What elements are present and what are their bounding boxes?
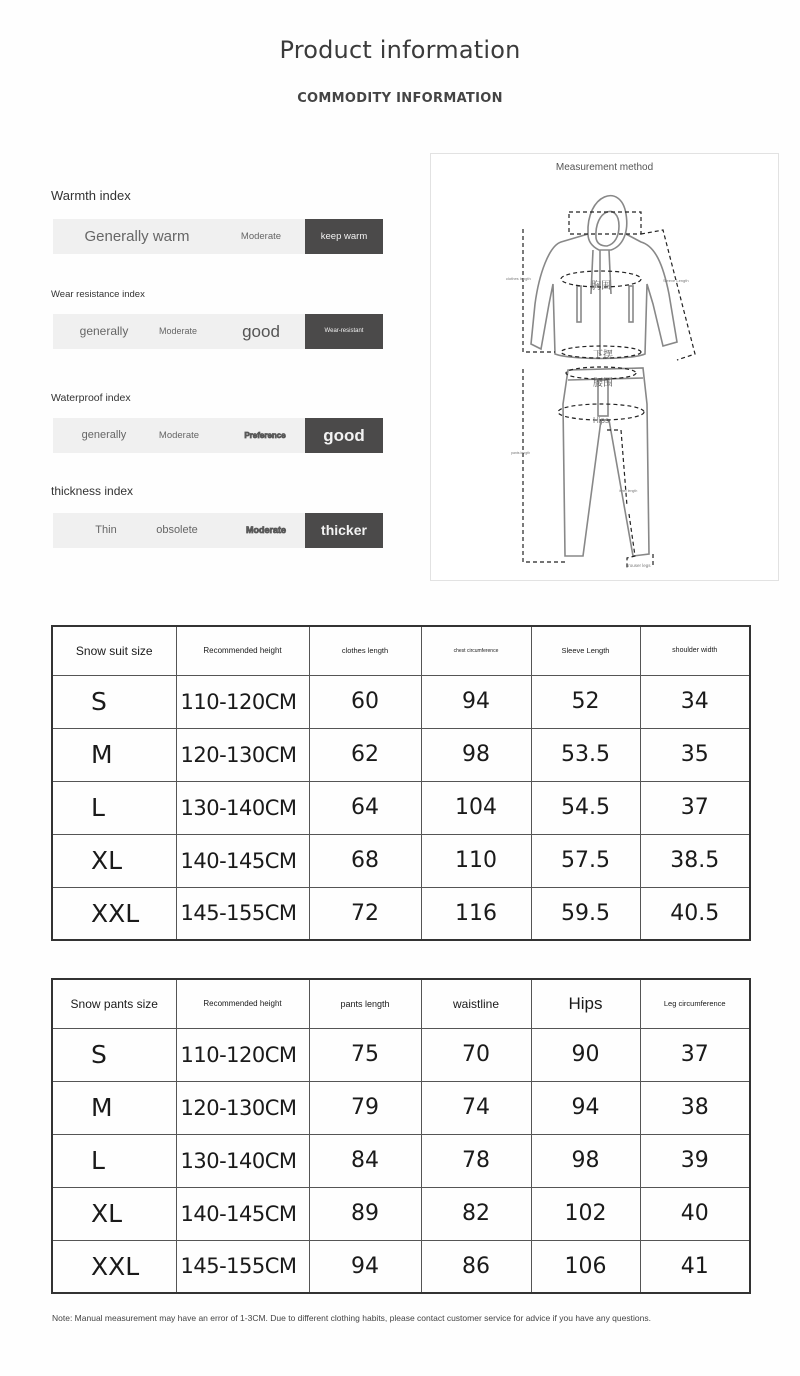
height-cell: 145-155CM — [176, 887, 309, 940]
value-cell: 52 — [531, 675, 640, 728]
column-header: Recommended height — [176, 626, 309, 675]
column-header: shoulder width — [640, 626, 750, 675]
table-row — [52, 1134, 750, 1187]
table-row — [52, 728, 750, 781]
value-cell: 78 — [421, 1134, 531, 1187]
value-cell: 40.5 — [640, 887, 750, 940]
thickness-level-1: Thin — [95, 524, 117, 536]
height-cell: 145-155CM — [176, 1240, 309, 1293]
value-cell: 94 — [531, 1081, 640, 1134]
size-cell: L — [52, 781, 176, 834]
svg-text:trouser legs: trouser legs — [627, 563, 651, 568]
value-cell: 35 — [640, 728, 750, 781]
value-cell: 34 — [640, 675, 750, 728]
wear-resistance-index-bar — [53, 314, 383, 349]
value-cell: 110 — [421, 834, 531, 887]
value-cell: 70 — [421, 1028, 531, 1081]
value-cell: 84 — [309, 1134, 421, 1187]
waterproof-level-2: Moderate — [158, 430, 200, 441]
value-cell: 68 — [309, 834, 421, 887]
height-cell: 130-140CM — [176, 1134, 309, 1187]
svg-text:腰围: 腰围 — [593, 378, 613, 389]
value-cell: 59.5 — [531, 887, 640, 940]
warmth-index-label: Warmth index — [51, 188, 131, 203]
size-cell: S — [52, 1028, 176, 1081]
value-cell: 60 — [309, 675, 421, 728]
value-cell: 102 — [531, 1187, 640, 1240]
page-subtitle: COMMODITY INFORMATION — [297, 91, 503, 106]
value-cell: 37 — [640, 781, 750, 834]
value-cell: 64 — [309, 781, 421, 834]
table-header-row — [52, 979, 750, 1028]
size-cell: XL — [52, 1187, 176, 1240]
value-cell: 57.5 — [531, 834, 640, 887]
svg-text:下摆: 下摆 — [593, 350, 613, 361]
value-cell: 104 — [421, 781, 531, 834]
size-cell: M — [52, 1081, 176, 1134]
height-cell: 140-145CM — [176, 1187, 309, 1240]
value-cell: 39 — [640, 1134, 750, 1187]
value-cell: 40 — [640, 1187, 750, 1240]
measurement-diagram — [430, 153, 779, 581]
value-cell: 89 — [309, 1187, 421, 1240]
value-cell: 79 — [309, 1081, 421, 1134]
value-cell: 62 — [309, 728, 421, 781]
wear-resistance-index-label: Wear resistance index — [51, 289, 145, 300]
value-cell: 38.5 — [640, 834, 750, 887]
column-header: Leg circumference — [640, 979, 750, 1028]
svg-text:胸围: 胸围 — [591, 281, 611, 292]
value-cell: 82 — [421, 1187, 531, 1240]
warmth-level-2: Moderate — [240, 231, 282, 242]
table-row — [52, 1081, 750, 1134]
thickness-level-selected: thicker — [305, 513, 383, 548]
waterproof-index-label: Waterproof index — [51, 392, 131, 404]
svg-text:Hips: Hips — [593, 416, 610, 425]
value-cell: 90 — [531, 1028, 640, 1081]
waterproof-level-1: generally — [81, 429, 127, 441]
table-row — [52, 1240, 750, 1293]
warmth-index-bar — [53, 219, 383, 254]
column-header: chest circumference — [421, 626, 531, 675]
value-cell: 75 — [309, 1028, 421, 1081]
column-header: waistline — [421, 979, 531, 1028]
svg-text:Sleeve Length: Sleeve Length — [663, 278, 689, 283]
value-cell: 98 — [421, 728, 531, 781]
size-cell: M — [52, 728, 176, 781]
size-cell: XXL — [52, 1240, 176, 1293]
table-row — [52, 834, 750, 887]
svg-text:pants length: pants length — [511, 451, 531, 455]
thickness-level-2: obsolete — [156, 524, 198, 536]
table-row — [52, 1187, 750, 1240]
height-cell: 120-130CM — [176, 1081, 309, 1134]
column-header: Sleeve Length — [531, 626, 640, 675]
waterproof-level-selected: good — [305, 418, 383, 453]
column-header: pants length — [309, 979, 421, 1028]
height-cell: 140-145CM — [176, 834, 309, 887]
thickness-index-label: thickness index — [51, 484, 134, 498]
wear-level-1: generally — [79, 324, 129, 338]
height-cell: 110-120CM — [176, 1028, 309, 1081]
svg-text:clothes length: clothes length — [506, 276, 531, 281]
wear-level-3: good — [242, 322, 280, 341]
value-cell: 53.5 — [531, 728, 640, 781]
value-cell: 54.5 — [531, 781, 640, 834]
warmth-level-selected: keep warm — [305, 219, 383, 254]
wear-level-selected: Wear-resistant — [305, 314, 383, 349]
table-header-row — [52, 626, 750, 675]
value-cell: 41 — [640, 1240, 750, 1293]
column-header: Recommended height — [176, 979, 309, 1028]
wear-level-2: Moderate — [158, 326, 198, 336]
value-cell: 74 — [421, 1081, 531, 1134]
waterproof-level-3: Preference — [244, 431, 286, 440]
column-header: clothes length — [309, 626, 421, 675]
snow-pants-size-table — [51, 978, 751, 1294]
table-row — [52, 675, 750, 728]
thickness-level-3: Moderate — [245, 525, 286, 535]
value-cell: 106 — [531, 1240, 640, 1293]
value-cell: 94 — [309, 1240, 421, 1293]
table-row — [52, 1028, 750, 1081]
value-cell: 94 — [421, 675, 531, 728]
height-cell: 130-140CM — [176, 781, 309, 834]
height-cell: 110-120CM — [176, 675, 309, 728]
value-cell: 98 — [531, 1134, 640, 1187]
column-header: Snow suit size — [52, 626, 176, 675]
waterproof-index-bar — [53, 418, 383, 453]
table-row — [52, 781, 750, 834]
size-cell: XXL — [52, 887, 176, 940]
diagram-title: Measurement method — [555, 162, 654, 173]
svg-text:inner length: inner length — [619, 489, 638, 493]
value-cell: 38 — [640, 1081, 750, 1134]
height-cell: 120-130CM — [176, 728, 309, 781]
snow-suit-size-table — [51, 625, 751, 941]
suit-illustration-icon — [431, 154, 780, 582]
table-row — [52, 887, 750, 940]
size-cell: L — [52, 1134, 176, 1187]
column-header: Snow pants size — [52, 979, 176, 1028]
index-panel — [0, 143, 412, 575]
value-cell: 72 — [309, 887, 421, 940]
value-cell: 116 — [421, 887, 531, 940]
measurement-note: Note: Manual measurement may have an error of 1-3CM. Due to different clothing habits, please contact customer service for advice if you have any questions. — [52, 1313, 651, 1323]
value-cell: 86 — [421, 1240, 531, 1293]
size-cell: S — [52, 675, 176, 728]
column-header: Hips — [531, 979, 640, 1028]
page-title: Product information — [279, 36, 521, 64]
thickness-index-bar — [53, 513, 383, 548]
value-cell: 37 — [640, 1028, 750, 1081]
warmth-level-1: Generally warm — [84, 228, 190, 245]
size-cell: XL — [52, 834, 176, 887]
